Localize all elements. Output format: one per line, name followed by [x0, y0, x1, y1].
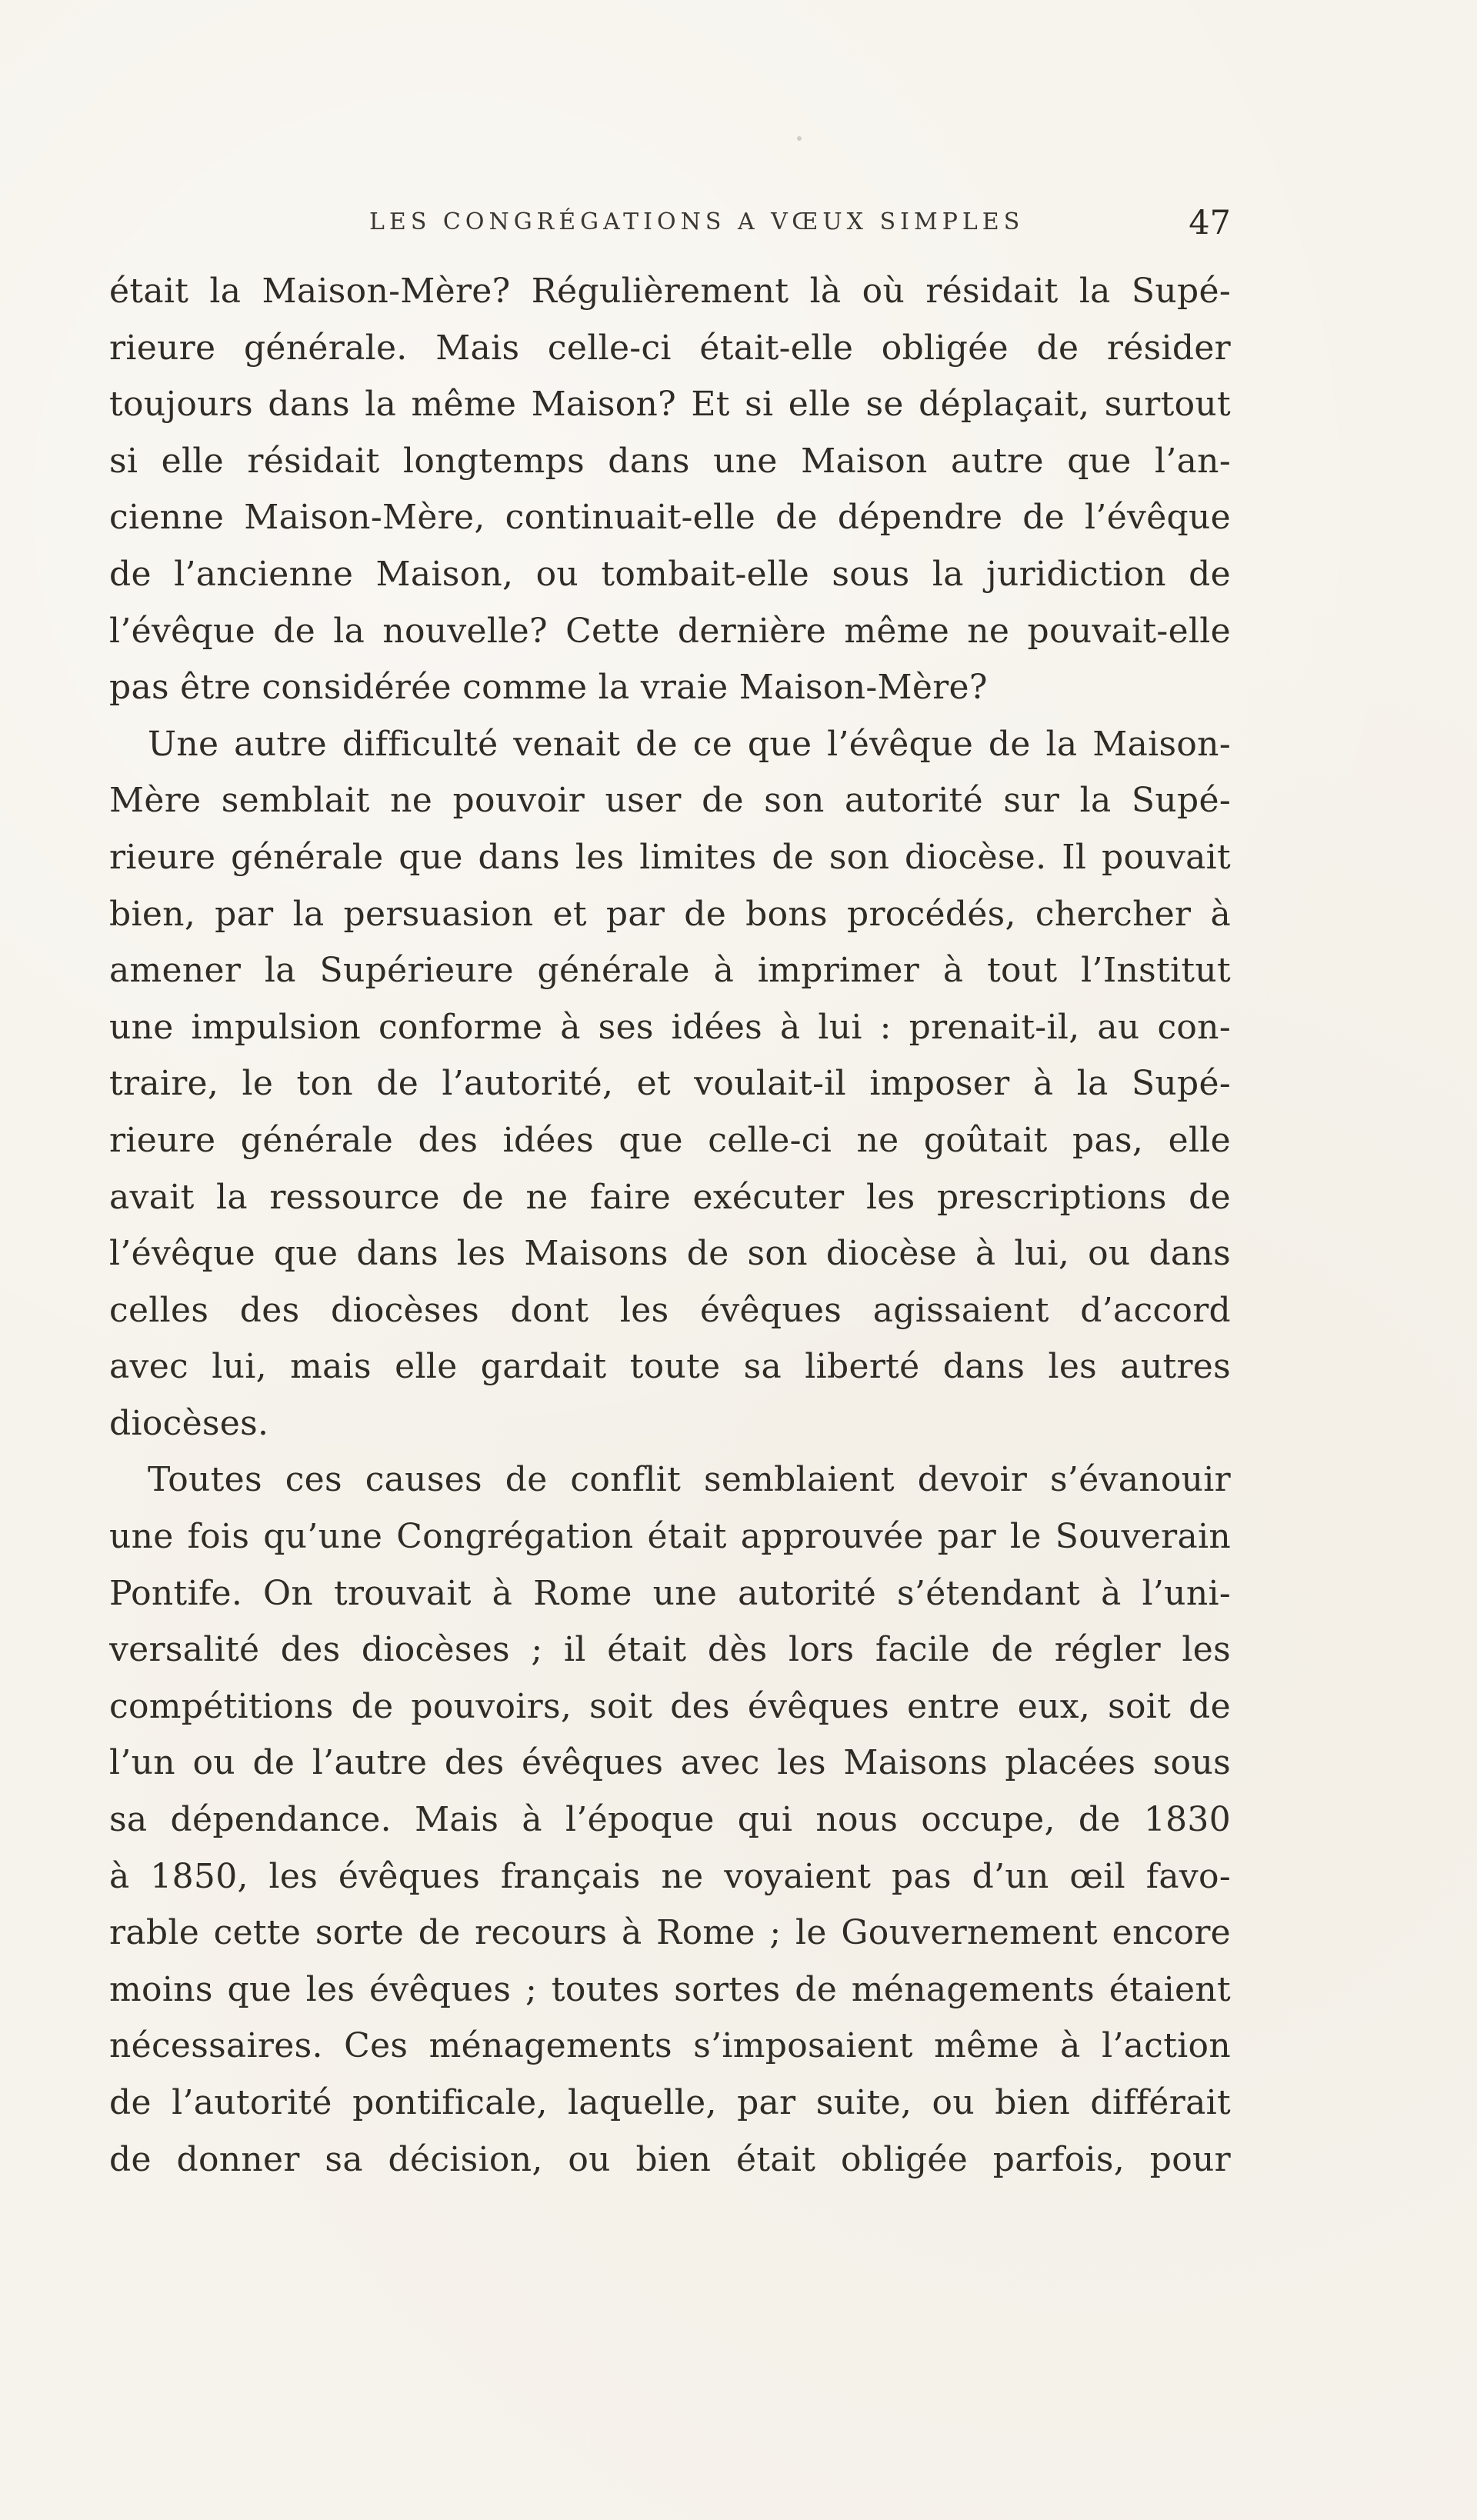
text-line: moins que les évêques ; toutes sortes de ménagements étaient: [109, 1969, 1231, 2009]
text-line: rable cette sorte de recours à Rome ; le Gouvernement encore: [109, 1913, 1231, 1953]
text-line: de l’autorité pontificale, laquelle, par suite, ou bien différait: [109, 2083, 1231, 2122]
text-line: rieure générale que dans les limites de son diocèse. Il pouvait: [109, 837, 1231, 877]
running-header: [369, 204, 1231, 250]
text-line: diocèses.: [109, 1403, 269, 1443]
text-line: rieure générale. Mais celle-ci était-elle obligée de résider: [109, 328, 1231, 368]
text-line: bien, par la persuasion et par de bons procédés, chercher à: [109, 894, 1231, 934]
page-number: 47: [1189, 204, 1231, 242]
text-line: rieure générale des idées que celle-ci ne goûtait pas, elle: [109, 1120, 1231, 1160]
text-line: de l’ancienne Maison, ou tombait-elle sous la juridiction de: [109, 554, 1231, 594]
text-line: pas être considérée comme la vraie Maison-Mère?: [109, 668, 988, 708]
text-line: toujours dans la même Maison? Et si elle se déplaçait, surtout: [109, 385, 1231, 425]
text-line: de donner sa décision, ou bien était obligée parfois, pour: [109, 2139, 1231, 2179]
text-line: si elle résidait longtemps dans une Maison autre que l’an-: [109, 441, 1231, 481]
running-title: LES CONGRÉGATIONS A VŒUX SIMPLES: [369, 208, 1025, 235]
text-line: amener la Supérieure générale à imprimer à tout l’Institut: [109, 951, 1231, 991]
text-line: l’évêque de la nouvelle? Cette dernière même ne pouvait-elle: [109, 611, 1231, 651]
text-line: l’un ou de l’autre des évêques avec les Maisons placées sous: [109, 1743, 1231, 1783]
text-line: Une autre difficulté venait de ce que l’évêque de la Maison-: [148, 724, 1231, 764]
text-line: celles des diocèses dont les évêques agissaient d’accord: [109, 1290, 1231, 1330]
text-line: Pontife. On trouvait à Rome une autorité s’étendant à l’uni-: [109, 1573, 1231, 1613]
text-line: versalité des diocèses ; il était dès lors facile de régler les: [109, 1630, 1231, 1670]
text-line: nécessaires. Ces ménagements s’imposaient même à l’action: [109, 2026, 1231, 2066]
text-line: une fois qu’une Congrégation était approuvée par le Souverain: [109, 1517, 1231, 1557]
paper-speck: [797, 136, 802, 141]
text-line: cienne Maison-Mère, continuait-elle de dépendre de l’évêque: [109, 498, 1231, 538]
text-line: l’évêque que dans les Maisons de son diocèse à lui, ou dans: [109, 1234, 1231, 1274]
text-line: Toutes ces causes de conflit semblaient devoir s’évanouir: [148, 1460, 1231, 1500]
body-text: [109, 263, 1231, 2188]
text-line: Mère semblait ne pouvoir user de son autorité sur la Supé-: [109, 781, 1231, 821]
text-line: une impulsion conforme à ses idées à lui : prenait-il, au con-: [109, 1007, 1231, 1047]
text-line: avec lui, mais elle gardait toute sa liberté dans les autres: [109, 1347, 1231, 1387]
text-line: compétitions de pouvoirs, soit des évêques entre eux, soit de: [109, 1686, 1231, 1726]
text-line: à 1850, les évêques français ne voyaient pas d’un œil favo-: [109, 1856, 1231, 1896]
text-line: sa dépendance. Mais à l’époque qui nous occupe, de 1830: [109, 1800, 1231, 1840]
text-line: était la Maison-Mère? Régulièrement là où résidait la Supé-: [109, 272, 1231, 311]
text-line: avait la ressource de ne faire exécuter les prescriptions de: [109, 1177, 1231, 1217]
text-line: traire, le ton de l’autorité, et voulait-il imposer à la Supé-: [109, 1064, 1231, 1104]
